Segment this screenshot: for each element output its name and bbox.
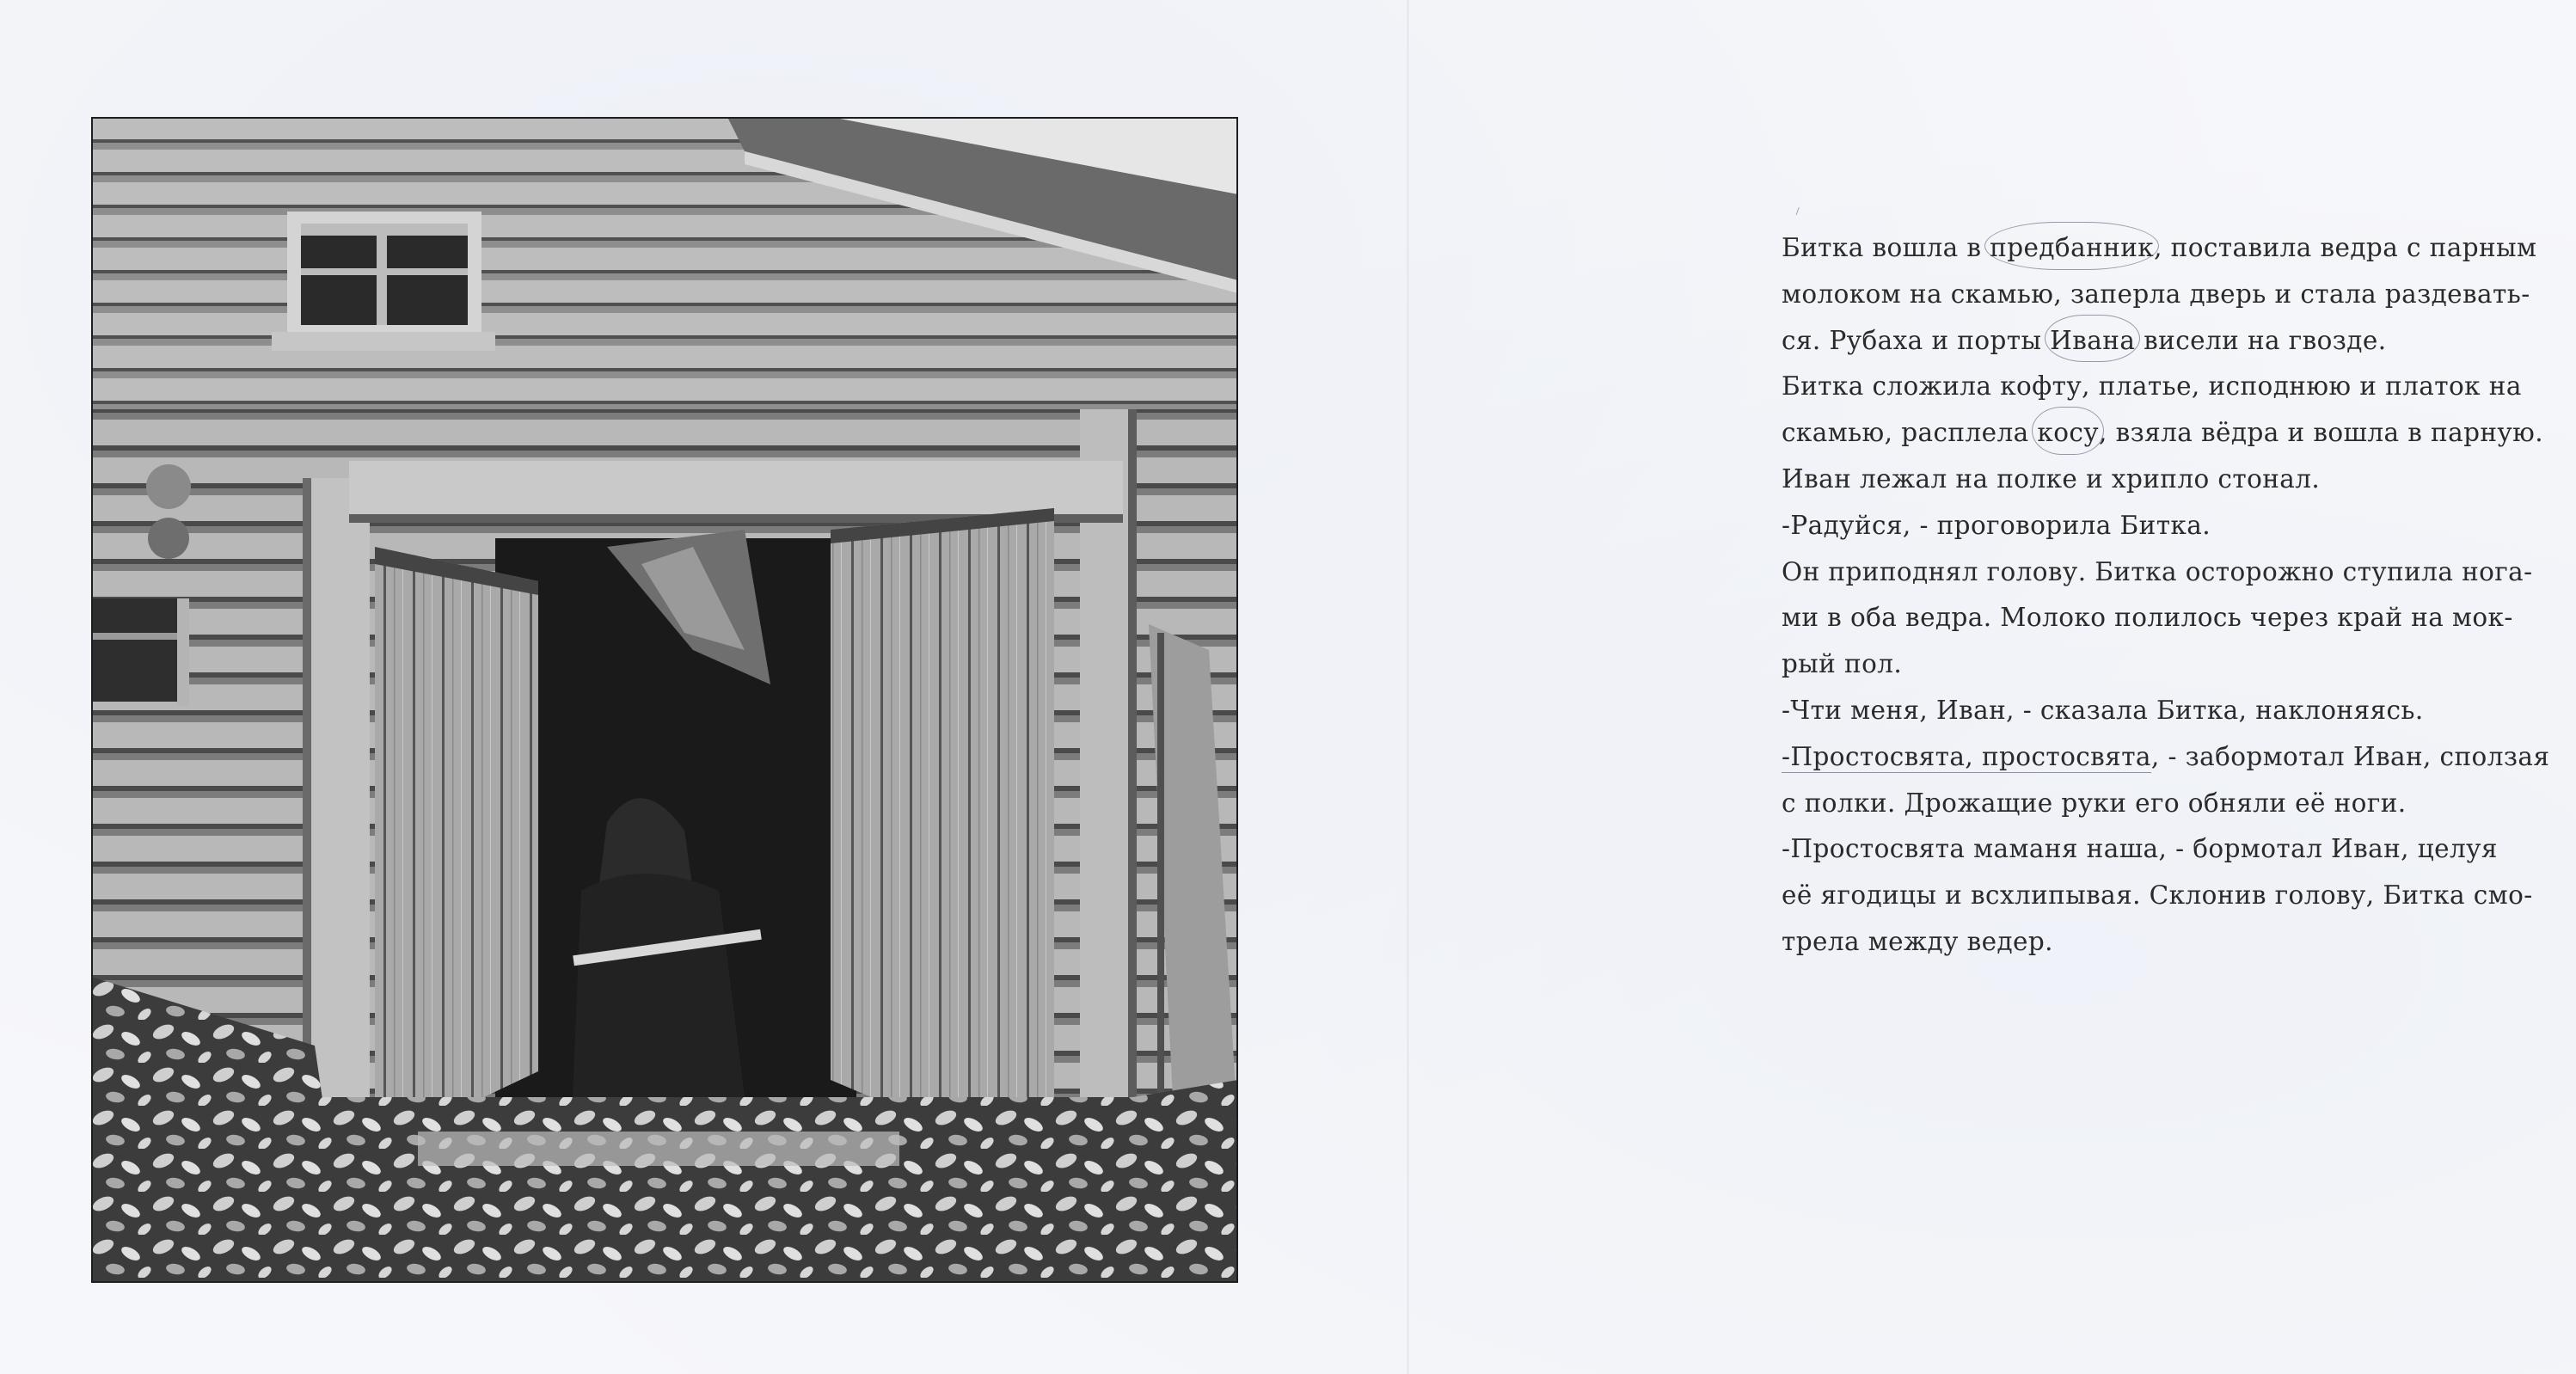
text-segment: -Чти меня, Иван, - сказала Битка, наклоняясь. [1782, 695, 2424, 725]
marked-word: -Простосвята, простосвята [1782, 741, 2151, 771]
text-segment: Иван лежал на полке и хрипло стонал. [1782, 463, 2321, 494]
text-segment: Битка сложила кофту, платье, исподнюю и платок на [1782, 371, 2522, 402]
marked-word: предбанник [1990, 225, 2154, 272]
text-line [1782, 272, 2555, 318]
text-segment: с полки. Дрожащие руки его обняли её ноги. [1782, 788, 2407, 818]
text-segment: -Радуйся, - проговорила Битка. [1782, 510, 2211, 540]
text-line [1782, 595, 2555, 641]
text-line [1782, 688, 2555, 734]
story-text [1782, 225, 2555, 966]
text-line [1782, 919, 2555, 966]
text-line [1782, 826, 2555, 873]
text-segment: рый пол. [1782, 649, 1903, 679]
text-line [1782, 781, 2555, 827]
text-segment: -Простосвята маманя наша, - бормотал Иван, целуя [1782, 834, 2498, 864]
text-segment: её ягодицы и всхлипывая. Склонив голову, Битка смо- [1782, 880, 2533, 911]
text-segment: Он приподнял голову. Битка осторожно ступила нога- [1782, 556, 2533, 586]
text-line [1782, 225, 2555, 272]
text-segment: , - забормотал Иван, сползая [2150, 741, 2550, 771]
text-segment: ся. Рубаха и порты [1782, 325, 2051, 355]
text-segment: трела между ведер. [1782, 926, 2053, 956]
marked-word: Ивана [2050, 318, 2135, 365]
text-line [1782, 549, 2555, 596]
text-segment: скамью, расплела [1782, 418, 2038, 448]
text-line [1782, 457, 2555, 503]
text-segment: , поставила ведра с парным [2154, 233, 2537, 262]
text-line [1782, 873, 2555, 919]
barn-doorway-photo [91, 117, 1238, 1283]
text-line [1782, 318, 2555, 365]
text-segment: , взяла вёдра и вошла в парную. [2099, 418, 2544, 448]
text-line [1782, 503, 2555, 549]
page-gutter [1407, 0, 1409, 1374]
text-segment: молоком на скамью, заперла дверь и стала раздевать- [1782, 279, 2530, 309]
text-line [1782, 410, 2555, 457]
marked-word: косу [2037, 410, 2099, 457]
text-line [1782, 641, 2555, 688]
text-segment: Битка вошла в [1782, 233, 1990, 262]
pencil-mark [1796, 207, 1805, 217]
text-line [1782, 734, 2555, 781]
text-segment: висели на гвозде. [2135, 325, 2387, 355]
text-segment: ми в оба ведра. Молоко полилось через край на мок- [1782, 603, 2513, 633]
text-line [1782, 364, 2555, 410]
